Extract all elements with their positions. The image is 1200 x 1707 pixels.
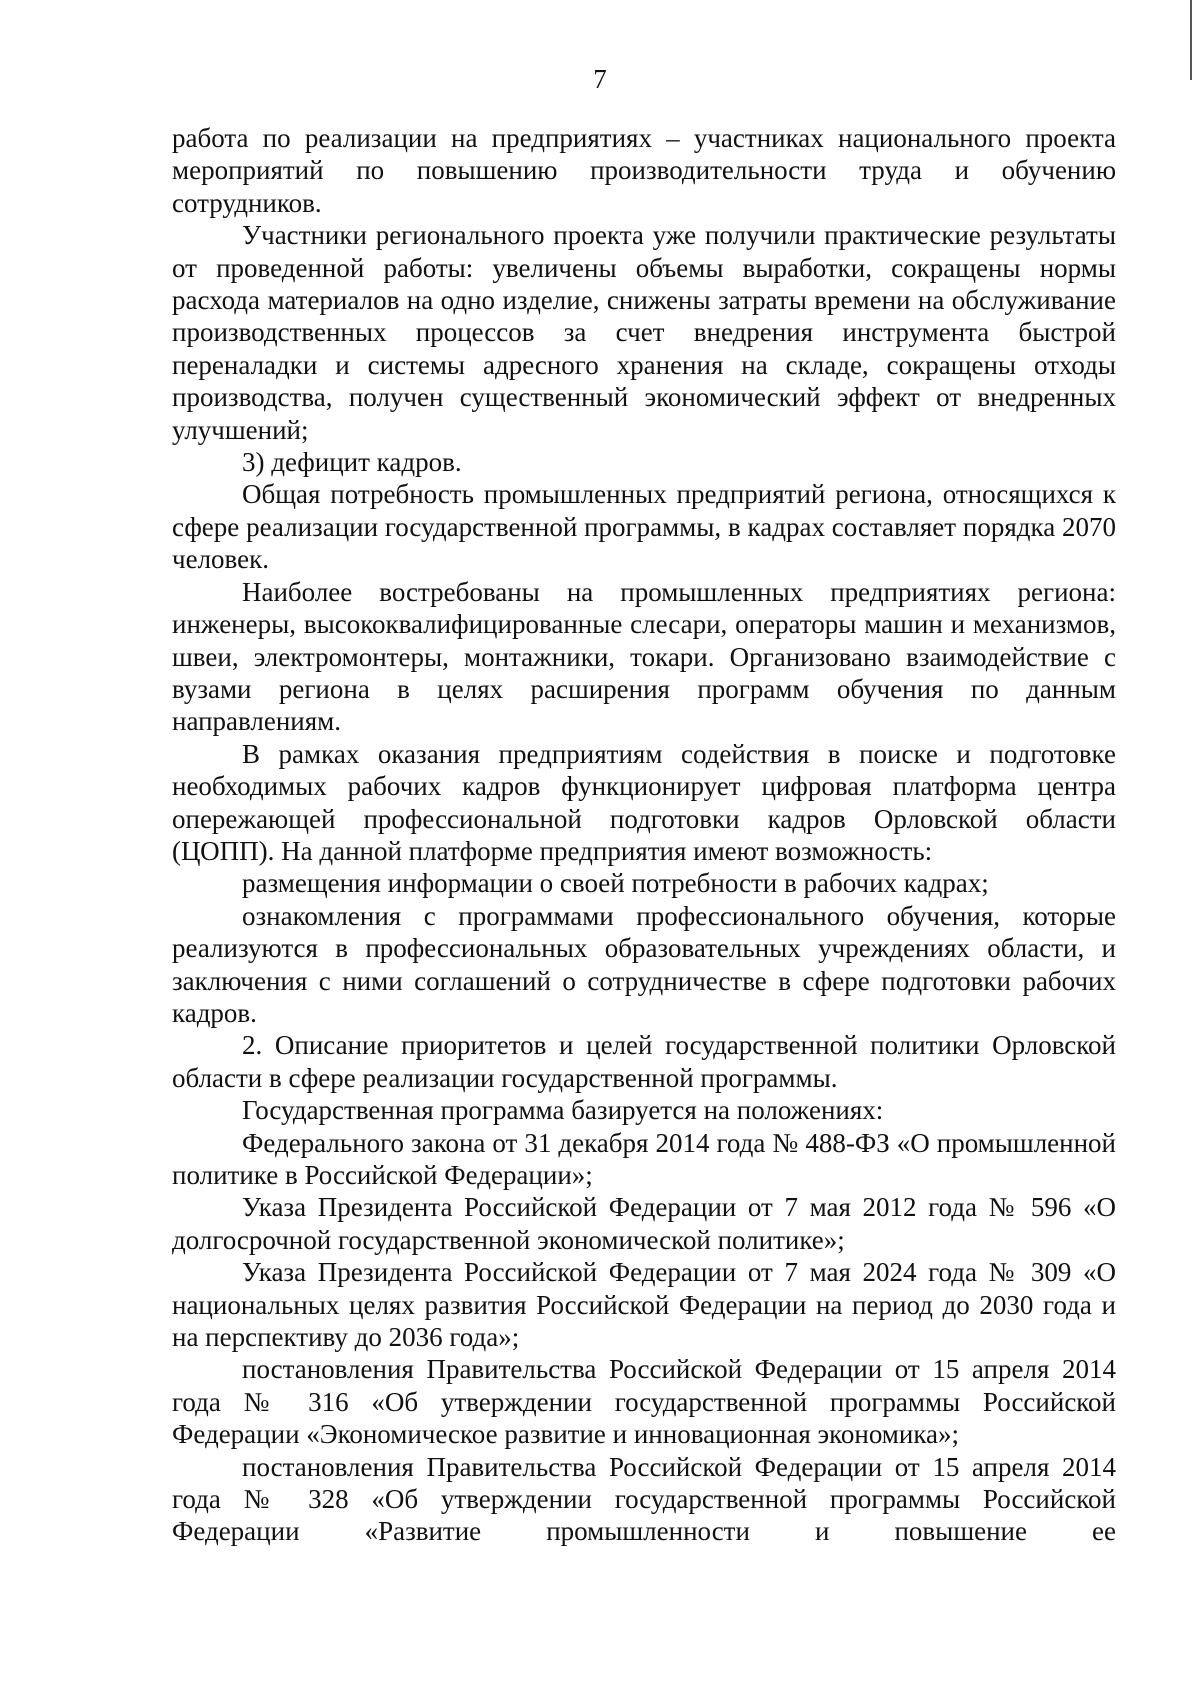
paragraph-continuation: работа по реализации на предприятиях – участниках национального проекта мероприятий по повышению производительности труда и обучению сотрудников. bbox=[172, 123, 1116, 218]
list-item-staff-deficit: 3) дефицит кадров. bbox=[242, 447, 462, 478]
list-item-decree-596: Указа Президента Российской Федерации от 7 мая 2012 года № 596 «О долгосрочной государственной экономической политике»; bbox=[172, 1192, 1116, 1255]
paragraph-in-demand-professions: Наиболее востребованы на промышленных предприятиях региона: инженеры, высококвалифицированные слесари, операторы машин и механизмов, швеи, электромонтеры, монтажники, токари. Организовано взаимодействие с вузами региона в целях расширения программ обучения по данным направлениям. bbox=[172, 576, 1116, 737]
list-item-resolution-316: постановления Правительства Российской Федерации от 15 апреля 2014 года № 316 «Об утверждении государственной программы Российской Федерации «Экономическое развитие и инновационная экономика»; bbox=[172, 1354, 1116, 1450]
page-number: 7 bbox=[593, 64, 607, 94]
list-item-resolution-328: постановления Правительства Российской Федерации от 15 апреля 2014 года № 328 «Об утверждении государственной программы Российской Федерации «Развитие промышленности и повышение ее bbox=[172, 1451, 1116, 1547]
document-body bbox=[172, 122, 1116, 1548]
list-item-federal-law: Федерального закона от 31 декабря 2014 года № 488-ФЗ «О промышленной политике в Российской Федерации»; bbox=[172, 1127, 1116, 1190]
paragraph-program-basis: Государственная программа базируется на положениях: bbox=[242, 1095, 884, 1126]
paragraph-results: Участники регионального проекта уже получили практические результаты от проведенной работы: увеличены объемы выработки, сокращены нормы расхода материалов на одно изделие, снижены затраты времени на обслуживание производственных процессов за счет внедрения инструмента быстрой переналадки и системы адресного хранения на складе, сокращены отходы производства, получен существенный экономический эффект от внедренных улучшений; bbox=[172, 220, 1116, 445]
paragraph-staff-demand: Общая потребность промышленных предприятий региона, относящихся к сфере реализации государственной программы, в кадрах составляет порядка 2070 человек. bbox=[172, 479, 1116, 575]
paragraph-copp-platform: В рамках оказания предприятиям содействия в поиске и подготовке необходимых рабочих кадров функционирует цифровая платформа центра опережающей профессиональной подготовки кадров Орловской области (ЦОПП). На данной платформе предприятия имеют возможность: bbox=[172, 738, 1116, 866]
list-item-posting-needs: размещения информации о своей потребности в рабочих кадрах; bbox=[242, 868, 989, 899]
list-item-decree-309: Указа Президента Российской Федерации от 7 мая 2024 года № 309 «О национальных целях развития Российской Федерации на период до 2030 года и на перспективу до 2036 года»; bbox=[172, 1257, 1116, 1353]
list-item-training-programs: ознакомления с программами профессионального обучения, которые реализуются в профессиональных образовательных учреждениях области, и заключения с ними соглашений о сотрудничестве в сфере подготовки рабочих кадров. bbox=[172, 900, 1116, 1028]
section-heading-priorities: 2. Описание приоритетов и целей государственной политики Орловской области в сфере реализации государственной программы. bbox=[172, 1030, 1116, 1093]
